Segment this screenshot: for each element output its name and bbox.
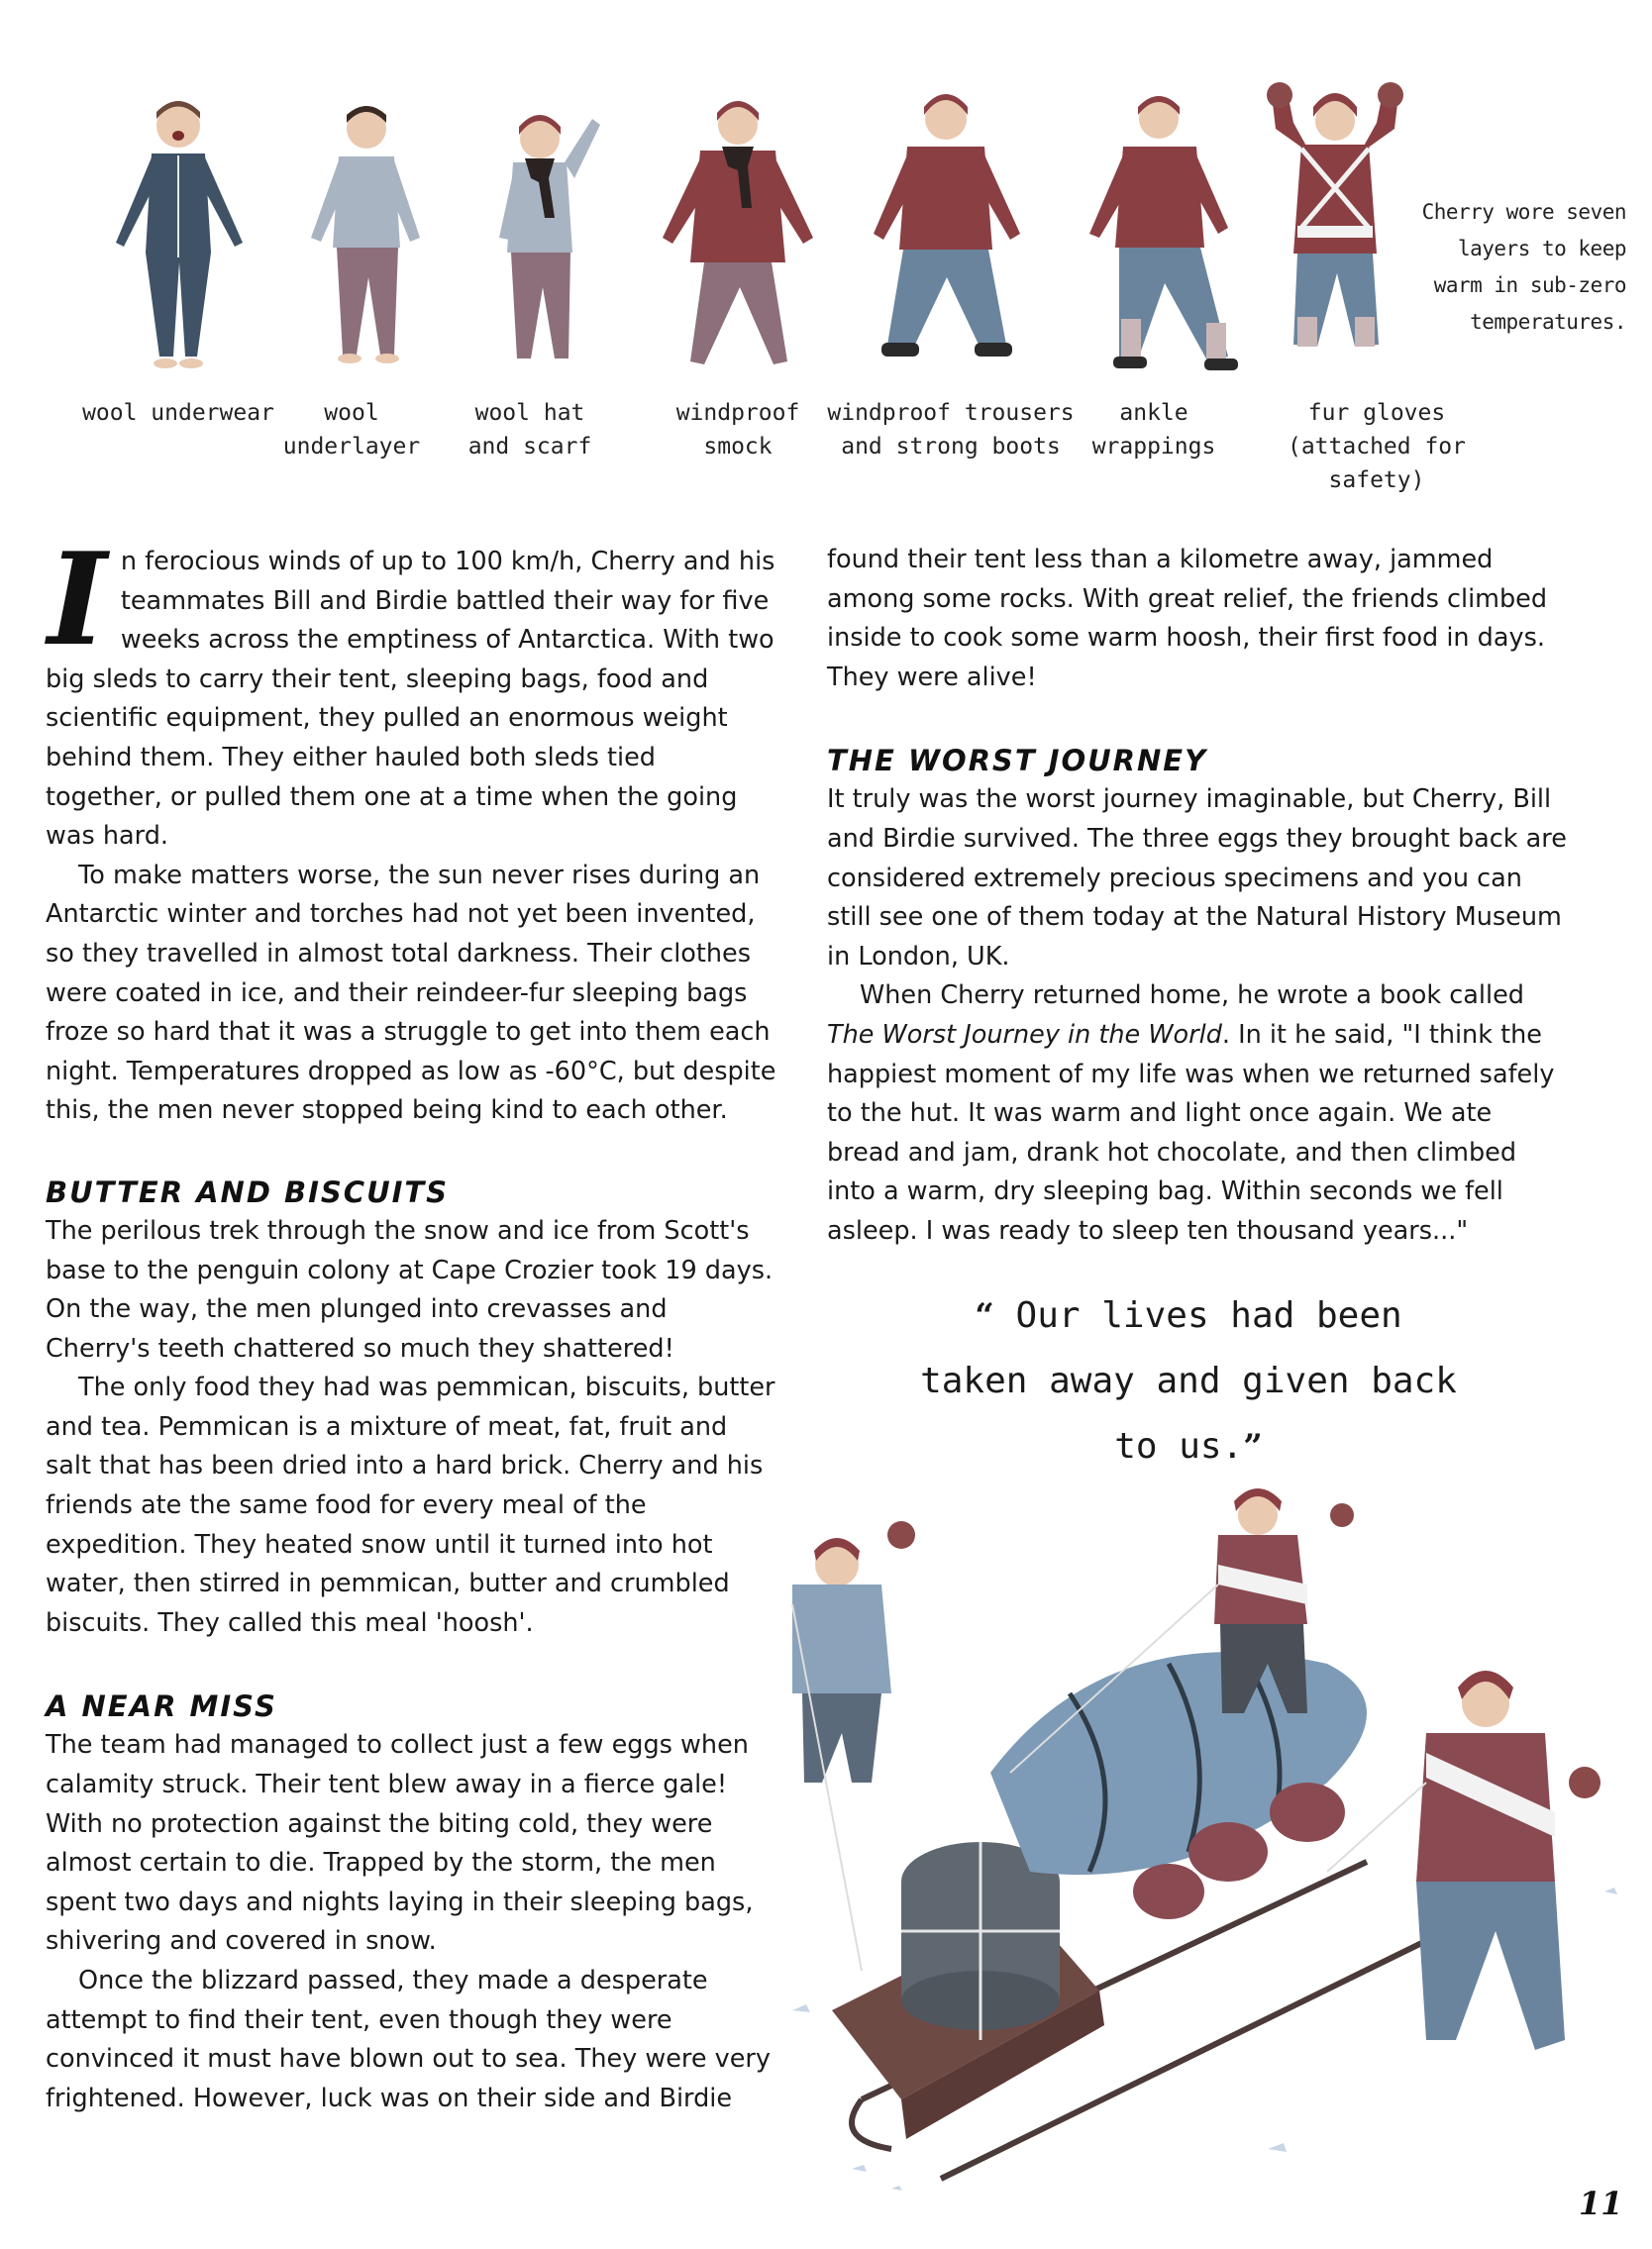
heading-the-worst-journey: THE WORST JOURNEY [827,744,1208,778]
caption-ankle-wrappings: ankle wrappings [1091,400,1216,460]
heading-butter-and-biscuits: BUTTER AND BISCUITS [46,1175,450,1209]
worst-paragraph-2 [827,976,1572,1251]
butter-paragraph-1: The perilous trek through the snow and ice from Scott's base to the penguin colony at Cape Crozier took 19 days. On the way, the men plunged into crevasses and Cherry's teeth chattered so much they shattered! [46,1215,774,1364]
figure-wool-hat-scarf [465,99,614,381]
intro-paragraph-1 [46,526,778,857]
worst-p2-before: When Cherry returned home, he wrote a book called [860,980,1524,1011]
close-quote-mark: ” [1243,1427,1263,1467]
caption-wool-hat-scarf: wool hat and scarf [467,400,592,460]
caption-wool-underwear: wool underwear [82,400,274,426]
book-title: The Worst Journey in the World [827,1019,1222,1050]
open-quote-mark: “ [975,1296,994,1336]
left-column [46,526,778,2118]
worst-paragraph-1: It truly was the worst journey imaginable, but Cherry, Bill and Birdie survived. The three eggs they brought back are considered extremely precious specimens and you can still see one of them today at the Natural History Museum in London, UK. [827,784,1567,971]
figure-wool-underlayer [287,99,446,376]
side-note: Cherry wore seven layers to keep warm in sub-zero temperatures. [1421,200,1626,334]
pull-quote [911,1283,1466,1480]
right-column [827,541,1572,1252]
pull-quote-text: Our lives had been taken away and given back to us. [920,1295,1457,1467]
butter-paragraph-2: The only food they had was pemmican, biscuits, butter and tea. Pemmican is a mixture of meat, fat, fruit and salt that has been dried into a hard brick. Cherry and his friends ate the same food for every meal of the expedition. They heated snow until it turned into hot water, then stirred in pemmican, butter and crumbled biscuits. They called this meal 'hoosh'. [46,1373,775,1638]
drop-cap: I [48,526,107,674]
worst-p2-after: . In it he said, "I think the happiest moment of my life was when we returned safely to the hut. It was warm and light once again. We ate bread and jam, drank hot chocolate, and then climbed into a warm, dry sleeping bag. Within seconds we fell asleep. I was ready to sleep ten thousand years..." [827,1019,1555,1246]
near-miss-paragraph-2: Once the blizzard passed, they made a desperate attempt to find their tent, even though they were convinced it must have blown out to sea. They were very frightened. However, luck was on their side and Birdie [46,1966,771,2113]
figure-windproof-smock [649,89,827,386]
figure-windproof-trousers [852,79,1040,376]
page-number: 11 [1579,2185,1623,2222]
figure-wool-underwear [94,94,262,381]
caption-wool-underlayer: wool underlayer [282,400,421,460]
sledge-illustration [773,1456,1644,2242]
figure-ankle-wrappings [1070,89,1243,391]
intro-paragraph-2: To make matters worse, the sun never rises during an Antarctic winter and torches had not yet been invented, so they travelled in almost total darkness. Their clothes were coated in ice, and their reindeer-fur sleeping bags froze so hard that it was a struggle to get into them each night. Temperatures dropped as low as -60°C, but despite this, the men never stopped being kind to each other. [46,860,776,1126]
caption-windproof-smock: windproof smock [675,400,800,460]
clothing-layers-strip [0,0,1652,493]
caption-fur-gloves: fur gloves (attached for safety) [1287,400,1466,493]
continued-paragraph: found their tent less than a kilometre away, jammed among some rocks. With great relief, the friends climbed inside to cook some warm hoosh, their first food in days. They were alive! [827,545,1548,692]
intro-p1-text: n ferocious winds of up to 100 km/h, Cherry and his teammates Bill and Birdie battled their way for five weeks across the emptiness of Antarctica. With two big sleds to carry their tent, sleeping bags, food and scientific equipment, they pulled an enormous weight behind them. They either hauled both sleds tied together, or pulled them one at a time when the going was hard. [46,547,775,852]
figure-fur-gloves [1258,79,1411,381]
caption-windproof-trousers: windproof trousers and strong boots [827,400,1075,460]
heading-a-near-miss: A NEAR MISS [46,1689,277,1724]
near-miss-paragraph-1: The team had managed to collect just a few eggs when calamity struck. Their tent blew away in a fierce gale! With no protection against the biting cold, they were almost certain to die. Trapped by the storm, the men spent two days and nights laying in their sleeping bags, shivering and covered in snow. [46,1730,754,1957]
